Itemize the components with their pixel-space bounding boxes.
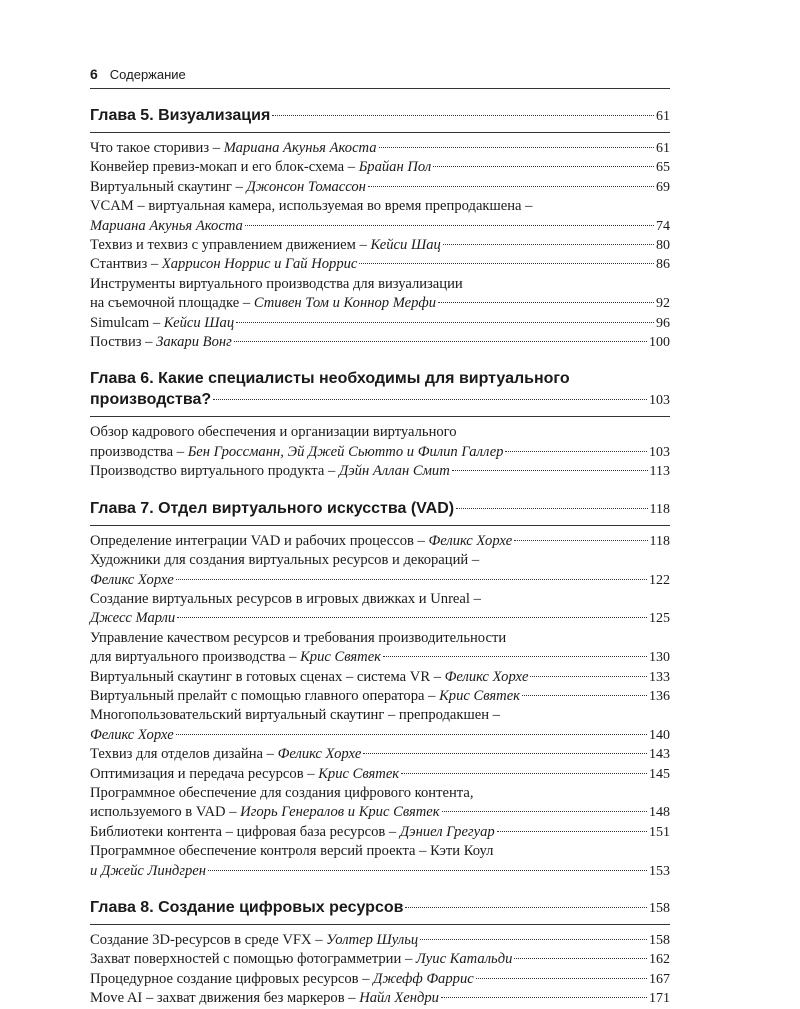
entry-page-number: 69	[656, 179, 670, 195]
entry-page-number: 143	[649, 747, 670, 763]
entry-row	[90, 970, 670, 989]
toc-entry[interactable]	[90, 275, 670, 314]
chapter-heading[interactable]	[90, 897, 670, 925]
dot-leader	[213, 399, 647, 400]
entry-text	[90, 862, 206, 881]
dot-leader	[401, 773, 647, 774]
dot-leader	[405, 907, 647, 908]
entry-text	[90, 255, 357, 274]
toc-entry[interactable]	[90, 989, 670, 1008]
entry-first-line: Программное обеспечение для создания цифрового контента,	[90, 784, 474, 801]
entry-title: используемого в VAD –	[90, 804, 241, 821]
toc-entry[interactable]	[90, 551, 670, 590]
entry-row	[90, 668, 670, 687]
toc-entry[interactable]	[90, 139, 670, 158]
entry-author: Дэниел Грегуар	[399, 823, 495, 840]
entry-page-number: 171	[649, 991, 670, 1007]
entry-page-number: 65	[656, 160, 670, 176]
entry-first-line: Обзор кадрового обеспечения и организации виртуального	[90, 424, 457, 441]
entry-title: Производство виртуального продукта –	[90, 463, 339, 480]
entry-title: Виртуальный прелайт с помощью главного оператора –	[90, 687, 440, 704]
dot-leader	[476, 978, 647, 979]
dot-leader	[505, 451, 647, 452]
chapter-section	[90, 368, 670, 481]
entry-page-number: 145	[649, 766, 670, 782]
dot-leader	[441, 997, 647, 998]
chapter-title-row	[90, 389, 670, 411]
toc-entry[interactable]	[90, 590, 670, 629]
chapter-page-number: 158	[649, 901, 670, 916]
chapter-title-row	[90, 897, 670, 919]
dot-leader	[177, 617, 647, 618]
entry-title: Оптимизация и передача ресурсов –	[90, 765, 319, 782]
dot-leader	[497, 831, 647, 832]
entry-row	[90, 139, 670, 158]
entry-text	[90, 970, 474, 989]
chapter-heading[interactable]	[90, 105, 670, 133]
entry-author: Луис Катальди	[415, 951, 513, 968]
toc-entry[interactable]	[90, 423, 670, 462]
entry-first-line: Программное обеспечение контроля версий проекта – Кэти Коул	[90, 843, 494, 860]
entry-text	[90, 236, 441, 255]
toc-entry[interactable]	[90, 532, 670, 551]
entry-author: Крис Святек	[439, 687, 520, 704]
entry-page-number: 80	[656, 238, 670, 254]
entry-author: Крис Святек	[318, 765, 400, 782]
entry-page-number: 133	[649, 669, 670, 685]
entry-row	[90, 726, 670, 745]
entry-text	[90, 823, 495, 842]
entry-row	[90, 255, 670, 274]
running-head	[90, 66, 670, 89]
entry-page-number: 61	[656, 141, 670, 156]
entry-author: Кейси Шац	[370, 237, 441, 254]
chapter-title-text: производства?	[90, 391, 212, 409]
toc-entry[interactable]	[90, 745, 670, 764]
entry-title: Что такое сторивиз –	[90, 140, 224, 156]
toc-entry[interactable]	[90, 931, 670, 950]
entry-title: Техвиз для отделов дизайна –	[90, 746, 278, 763]
entry-author: Феликс Хорхе	[90, 571, 174, 588]
entry-title: Поствиз –	[90, 334, 157, 351]
entry-first-line: Управление качеством ресурсов и требования производительности	[90, 629, 507, 646]
entry-page-number: 118	[649, 533, 670, 549]
entry-author: Феликс Хорхе	[277, 746, 362, 763]
chapter-title-text: Глава 5. Визуализация	[90, 107, 271, 124]
toc-entry[interactable]	[90, 333, 670, 352]
dot-leader	[383, 656, 647, 657]
entry-title: Simulcam –	[90, 314, 164, 331]
dot-leader	[530, 676, 647, 677]
entry-author: Найл Хендри	[359, 990, 439, 1007]
entry-author: Феликс Хорхе	[428, 532, 513, 549]
entry-author: Харрисон Норрис и Гай Норрис	[161, 256, 358, 273]
entry-author: Феликс Хорхе	[90, 726, 174, 743]
entry-page-number: 167	[649, 971, 670, 987]
entry-row	[90, 333, 670, 352]
entry-title: Move AI – захват движения без маркеров –	[90, 990, 360, 1007]
chapter-heading[interactable]	[90, 498, 670, 526]
dot-leader	[234, 341, 647, 342]
dot-leader	[363, 753, 647, 754]
dot-leader	[236, 322, 654, 323]
entry-text	[90, 687, 520, 706]
toc-page	[90, 66, 670, 1009]
dot-leader	[438, 302, 654, 303]
dot-leader	[420, 939, 647, 940]
entry-row	[90, 462, 670, 481]
entry-row	[90, 862, 670, 881]
dot-leader	[176, 734, 647, 735]
toc-entry[interactable]	[90, 970, 670, 989]
entry-text	[90, 139, 377, 158]
chapter-title-row	[90, 498, 670, 520]
entry-text	[90, 178, 366, 197]
dot-leader	[522, 695, 647, 696]
toc-entry[interactable]	[90, 784, 670, 823]
chapter-section	[90, 897, 670, 1009]
entry-page-number: 86	[656, 257, 670, 273]
chapter-title-text: Глава 7. Отдел виртуального искусства (VAD)	[90, 499, 455, 517]
entry-text	[90, 931, 418, 950]
entry-row	[90, 571, 670, 590]
entry-row	[90, 803, 670, 822]
dot-leader	[452, 470, 648, 471]
entry-page-number: 113	[649, 464, 670, 480]
entry-author: Джесс Марли	[90, 610, 176, 627]
toc-entry[interactable]	[90, 314, 670, 333]
entry-row	[90, 648, 670, 667]
dot-leader	[359, 263, 654, 264]
entry-page-number: 130	[649, 650, 670, 666]
toc-list	[90, 105, 670, 1009]
entry-row	[90, 294, 670, 313]
toc-entry[interactable]	[90, 178, 670, 197]
entry-page-number: 100	[649, 335, 670, 351]
dot-leader	[379, 147, 654, 148]
entry-row	[90, 765, 670, 784]
toc-entry[interactable]	[90, 687, 670, 706]
entry-title: Виртуальный скаутинг в готовых сценах – система VR –	[90, 668, 445, 685]
chapter-title-text: Глава 8. Создание цифровых ресурсов	[90, 899, 404, 916]
toc-entry[interactable]	[90, 823, 670, 842]
entry-title: Техвиз и техвиз с управлением движением –	[90, 237, 371, 254]
entry-text	[90, 314, 234, 333]
toc-entry[interactable]	[90, 842, 670, 881]
toc-entry[interactable]	[90, 950, 670, 969]
entry-page-number: 140	[649, 727, 670, 743]
entry-text	[90, 726, 174, 745]
toc-entry[interactable]	[90, 765, 670, 784]
entry-author: Джонсон Томассон	[246, 178, 366, 195]
entry-page-number: 151	[649, 824, 670, 840]
dot-leader	[433, 166, 654, 167]
dot-leader	[443, 244, 654, 245]
entry-row	[90, 158, 670, 177]
entry-title: на съемочной площадке –	[90, 295, 254, 312]
entry-author: Крис Святек	[300, 649, 381, 666]
entry-text	[90, 333, 232, 352]
entry-author: и Джейс Линдгрен	[90, 862, 207, 879]
dot-leader	[272, 115, 654, 116]
entry-title: Конвейер превиз-мокап и его блок-схема –	[90, 159, 359, 176]
entry-page-number: 162	[649, 952, 670, 968]
entry-row	[90, 236, 670, 255]
entry-row	[90, 687, 670, 706]
entry-first-line: Многопользовательский виртуальный скаутинг – препродакшен –	[90, 707, 500, 724]
entry-title: Виртуальный скаутинг –	[90, 178, 247, 195]
entry-row	[90, 217, 670, 236]
dot-leader	[176, 579, 647, 580]
entry-title: Стантвиз –	[90, 256, 162, 273]
entry-text	[90, 294, 436, 313]
entry-text	[90, 989, 439, 1008]
entry-page-number: 96	[656, 315, 670, 331]
entry-row	[90, 745, 670, 764]
entry-text	[90, 765, 399, 784]
chapter-section	[90, 105, 670, 352]
entry-text	[90, 571, 174, 590]
entry-page-number: 122	[649, 572, 670, 588]
dot-leader	[245, 225, 654, 226]
toc-entry[interactable]	[90, 462, 670, 481]
entry-author: Мариана Акунья Акоста	[223, 140, 377, 156]
toc-entry[interactable]	[90, 255, 670, 274]
toc-entry[interactable]	[90, 158, 670, 177]
entry-text	[90, 609, 175, 628]
dot-leader	[514, 540, 647, 541]
dot-leader	[456, 508, 647, 509]
chapter-section	[90, 498, 670, 881]
entry-row	[90, 443, 670, 462]
entry-page-number: 136	[649, 688, 670, 704]
entry-author: Бен Гроссманн, Эй Джей Сьютто и Филип Галлер	[187, 443, 504, 460]
entry-title: для виртуального производства –	[90, 649, 301, 666]
page-number: 6	[90, 66, 98, 82]
entry-title: производства –	[90, 443, 188, 460]
entry-row	[90, 931, 670, 950]
entry-author: Стивен Том и Коннор Мерфи	[253, 295, 437, 312]
running-title: Содержание	[109, 67, 186, 82]
entry-first-line: VCAM – виртуальная камера, используемая во время препродакшена –	[90, 198, 533, 215]
entry-row	[90, 532, 670, 551]
dot-leader	[208, 870, 647, 871]
entry-text	[90, 745, 361, 764]
entry-text	[90, 217, 243, 236]
entry-text	[90, 158, 431, 177]
chapter-page-number: 118	[649, 501, 670, 517]
entry-author: Мариана Акунья Акоста	[90, 217, 243, 234]
entry-title: Библиотеки контента – цифровая база ресурсов –	[90, 823, 400, 840]
entry-row	[90, 314, 670, 333]
entry-author: Кейси Шац	[163, 314, 235, 331]
chapter-page-number: 103	[649, 393, 670, 409]
entry-row	[90, 989, 670, 1008]
entry-text	[90, 648, 381, 667]
entry-title: Процедурное создание цифровых ресурсов –	[90, 970, 374, 987]
dot-leader	[368, 186, 654, 187]
entry-author: Брайан Пол	[358, 159, 432, 176]
entry-author: Джефф Фаррис	[373, 970, 474, 987]
entry-row	[90, 823, 670, 842]
entry-author: Закари Вонг	[156, 334, 232, 351]
entry-first-line: Инструменты виртуального производства для визуализации	[90, 275, 463, 292]
entry-author: Феликс Хорхе	[444, 668, 529, 685]
entry-page-number: 103	[649, 444, 670, 460]
dot-leader	[514, 958, 647, 959]
entry-row	[90, 178, 670, 197]
entry-text	[90, 950, 512, 969]
entry-author: Игорь Генералов и Крис Святек	[240, 804, 440, 821]
chapter-page-number: 61	[656, 109, 670, 124]
chapter-title-line: Глава 6. Какие специалисты необходимы для виртуального	[90, 370, 570, 388]
entry-title: Определение интеграции VAD и рабочих процессов –	[90, 532, 429, 549]
entry-title: Захват поверхностей с помощью фотограмметрии –	[90, 951, 416, 968]
toc-entry[interactable]	[90, 197, 670, 236]
toc-entry[interactable]	[90, 706, 670, 745]
entry-row	[90, 950, 670, 969]
entry-page-number: 153	[649, 863, 670, 879]
entry-page-number: 74	[656, 218, 670, 234]
entry-page-number: 148	[649, 805, 670, 821]
entry-page-number: 158	[649, 933, 670, 948]
toc-entry[interactable]	[90, 629, 670, 668]
entry-page-number: 125	[649, 611, 670, 627]
entry-author: Дэйн Аллан Смит	[338, 463, 450, 480]
entry-row	[90, 609, 670, 628]
dot-leader	[442, 811, 647, 812]
entry-first-line: Художники для создания виртуальных ресурсов и декораций –	[90, 552, 480, 569]
chapter-heading[interactable]	[90, 368, 670, 417]
entry-first-line: Создание виртуальных ресурсов в игровых движках и Unreal –	[90, 590, 481, 607]
entry-text	[90, 668, 528, 687]
entry-text	[90, 443, 503, 462]
entry-text	[90, 803, 440, 822]
toc-entry[interactable]	[90, 236, 670, 255]
entry-text	[90, 532, 512, 551]
chapter-title-row	[90, 105, 670, 127]
entry-author: Уолтер Шульц	[326, 932, 419, 948]
entry-title: Создание 3D-ресурсов в среде VFX –	[90, 932, 327, 948]
entry-page-number: 92	[656, 296, 670, 312]
entry-text	[90, 462, 450, 481]
toc-entry[interactable]	[90, 668, 670, 687]
